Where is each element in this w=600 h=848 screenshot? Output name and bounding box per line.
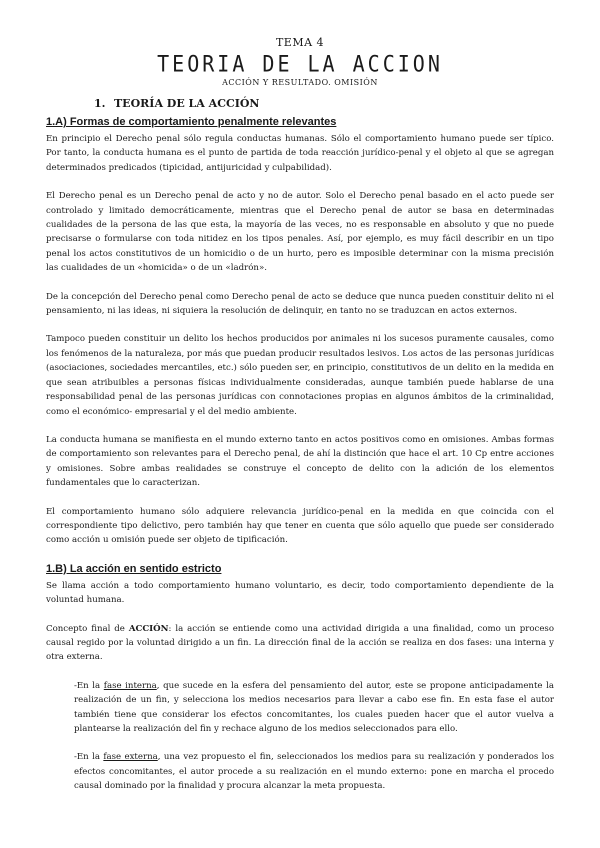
document-subtitle: ACCIÓN Y RESULTADO. OMISIÓN — [222, 78, 378, 87]
section-title: TEORÍA DE LA ACCIÓN — [114, 97, 260, 110]
phase-internal-term: fase interna — [103, 680, 157, 691]
paragraph: La conducta humana se manifiesta en el mundo externo tanto en actos positivos como en omisiones. Ambas formas de comportamiento son relevantes para el Derecho penal, de ahí la distinción que hace el art. 10 Cp entre acciones y omisiones. Sobre ambas realidades se construye el concepto de delito con la adición de los elementos fundamentales que lo caracterizan. — [46, 434, 554, 489]
paragraph: Tampoco pueden constituir un delito los hechos producidos por animales ni los sucesos puramente causales, como los fenómenos de la naturaleza, por más que puedan producir resultados lesivos. Los actos de las personas jurídicas (asociaciones, sociedades mercantiles, etc.) sólo pueden ser, en principio, constitutivos de un delito en la medida en que sean atribuibles a personas físicas individualmente consideradas, aunque también puede hablarse de una responsabilidad penal de las personas jurídicas con connotaciones propias en algunos ámbitos de la criminalidad, como el económico- empresarial y el del medio ambiente. — [46, 334, 554, 417]
paragraph-concept: Concepto final de ACCIÓN: la acción se entiende como una actividad dirigida a una finalidad, como un proceso causal regido por la voluntad dirigido a un fin. La dirección final de la acción se realiza en dos fases: una interna y otra externa. — [46, 623, 554, 663]
subsection-heading-1b: 1.B) La acción en sentido estricto — [46, 562, 222, 575]
topic-number: TEMA 4 — [275, 36, 325, 49]
paragraph: El comportamiento humano sólo adquiere relevancia jurídico-penal en la medida en que coincida con el correspondiente tipo delictivo, pero también hay que tener en cuenta que sólo aquello que puede ser considerado como acción u omisión puede ser objeto de tipificación. — [46, 506, 554, 546]
section-number: 1. — [94, 97, 106, 110]
phase-external-term: fase externa — [103, 752, 158, 763]
paragraph: En principio el Derecho penal sólo regula conductas humanas. Sólo el comportamiento humano puede ser típico. Por tanto, la conducta humana es el punto de partida de toda reacción jurídico-penal y el objeto al que se agregan determinados predicados (tipicidad, antijuricidad y culpabilidad). — [46, 134, 554, 173]
paragraph: Se llama acción a todo comportamiento humano voluntario, es decir, todo comportamiento dependiente de la voluntad humana. — [46, 580, 554, 606]
concept-term: ACCIÓN — [128, 623, 169, 634]
phase-internal-item: -En la fase interna, que sucede en la esfera del pensamiento del autor, este se propone anticipadamente la realización de un fin, y selecciona los medios necesarios para llevar a cabo ese fin. En esta fase el autor también tiene que considerar los efectos concomitantes, los cuales pueden hacer que el autor vuelva a plantearse la realización del fin y rechace alguno de los medios seleccionados para ello. — [74, 680, 554, 734]
document-title: TEORIA DE LA ACCION — [157, 50, 443, 78]
paragraph: De la concepción del Derecho penal como Derecho penal de acto se deduce que nunca pueden constituir delito ni el pensamiento, ni las ideas, ni siquiera la resolución de delinquir, en tanto no se traduzcan en actos externos. — [46, 291, 554, 317]
section-heading — [94, 97, 554, 111]
paragraph: El Derecho penal es un Derecho penal de acto y no de autor. Solo el Derecho penal basado en el acto puede ser controlado y limitado democráticamente, mientras que el Derecho penal de autor se basa en determinadas cualidades de la persona de las que esta, la mayoría de las veces, no es responsable en absoluto y que no puede precisarse o formularse con toda nitidez en los tipos penales. Así, por ejemplo, es muy fácil describir en un tipo penal los actos constitutivos de un homicidio o de un hurto, pero es imposible determinar con la misma precisión las cualidades de un «homicida» o de un «ladrón». — [46, 191, 554, 274]
subsection-heading-1a: 1.A) Formas de comportamiento penalmente relevantes — [46, 116, 337, 128]
phase-external-item: -En la fase externa, una vez propuesto el fin, seleccionados los medios para su realización y ponderados los efectos concomitantes, el autor procede a su realización en el mundo externo: pone en marcha el procedo causal dominado por la finalidad y procura alcanzar la meta propuesta. — [74, 752, 554, 792]
